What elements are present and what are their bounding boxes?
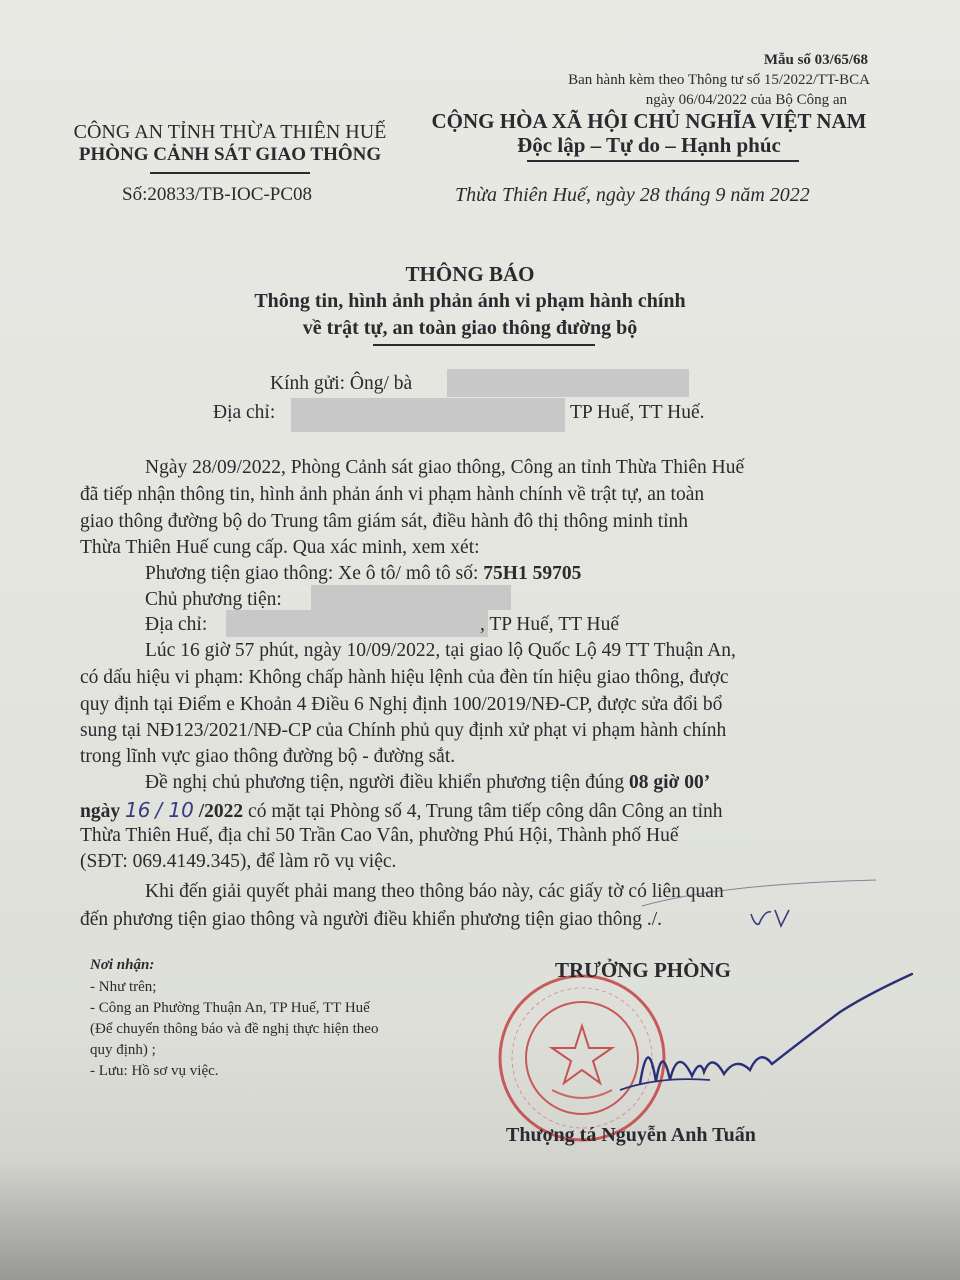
p3-line-4: (SĐT: 069.4149.345), để làm rõ vụ việc. bbox=[80, 851, 397, 872]
vehicle-line bbox=[145, 561, 581, 587]
owner-address-suffix: , TP Huế, TT Huế bbox=[480, 614, 620, 635]
p2-line-5: trong lĩnh vực giao thông đường bộ - đường sắt. bbox=[80, 746, 456, 767]
p4-line-2: đến phương tiện giao thông và người điều khiển phương tiện giao thông ./. bbox=[80, 909, 663, 930]
recipients-title: Nơi nhận: bbox=[90, 957, 155, 973]
agency-underline bbox=[150, 172, 310, 174]
p3-line-1-text: Đề nghị chủ phương tiện, người điều khiển phương tiện đúng bbox=[145, 772, 629, 793]
recipients-item-5: - Lưu: Hồ sơ vụ việc. bbox=[90, 1063, 219, 1079]
owner-label: Chủ phương tiện: bbox=[145, 589, 282, 610]
p3-year: /2022 bbox=[198, 801, 244, 822]
p2-line-4: sung tại NĐ123/2021/NĐ-CP của Chính phủ quy định xử phạt vi phạm hành chính bbox=[80, 720, 727, 741]
nation-motto: Độc lập – Tự do – Hạnh phúc bbox=[517, 133, 781, 157]
p2-line-1: Lúc 16 giờ 57 phút, ngày 10/09/2022, tại giao lộ Quốc Lộ 49 TT Thuận An, bbox=[145, 640, 736, 661]
recipients-item-4: quy định) ; bbox=[90, 1042, 156, 1058]
p3-day-handwritten: 16 bbox=[124, 798, 151, 822]
nation-name: CỘNG HÒA XÃ HỘI CHỦ NGHĨA VIỆT NAM bbox=[431, 109, 867, 133]
owner-address-label: Địa chỉ: bbox=[145, 614, 208, 635]
recipients-item-1: - Như trên; bbox=[90, 979, 157, 995]
form-issued-line2: ngày 06/04/2022 của Bộ Công an bbox=[645, 92, 847, 108]
motto-underline bbox=[527, 160, 799, 162]
p1-line-2: đã tiếp nhận thông tin, hình ảnh phản ánh vi phạm hành chính về trật tự, an toàn bbox=[80, 484, 705, 505]
vehicle-plate: 75H1 59705 bbox=[483, 563, 582, 584]
agency-parent: CÔNG AN TỈNH THỪA THIÊN HUẾ bbox=[73, 121, 387, 143]
p3-line-3: Thừa Thiên Huế, địa chỉ 50 Trần Cao Vân, phường Phú Hội, Thành phố Huế bbox=[80, 825, 679, 846]
redacted-owner-name bbox=[311, 585, 511, 610]
document-subtitle-2: về trật tự, an toàn giao thông đường bộ bbox=[302, 317, 638, 339]
p3-day-label: ngày bbox=[80, 801, 121, 822]
recipients-item-2: - Công an Phường Thuận An, TP Huế, TT Huế bbox=[90, 1000, 370, 1016]
document-subtitle-1: Thông tin, hình ảnh phản ánh vi phạm hành chính bbox=[254, 290, 686, 312]
document-number: Số:20833/TB-IOC-PC08 bbox=[122, 184, 313, 205]
p2-line-3: quy định tại Điểm e Khoản 4 Điều 6 Nghị định 100/2019/NĐ-CP, được sửa đổi bổ bbox=[80, 694, 723, 715]
address-label: Địa chỉ: bbox=[213, 402, 276, 423]
p1-line-1: Ngày 28/09/2022, Phòng Cảnh sát giao thông, Công an tỉnh Thừa Thiên Huế bbox=[145, 457, 745, 478]
p3-line-1 bbox=[145, 770, 710, 796]
p1-line-3: giao thông đường bộ do Trung tâm giám sát, điều hành đô thị thông minh tỉnh bbox=[80, 511, 689, 532]
recipients-item-3: (Để chuyển thông báo và đề nghị thực hiện theo bbox=[90, 1021, 379, 1037]
vehicle-label: Phương tiện giao thông: Xe ô tô/ mô tô số: bbox=[145, 563, 484, 584]
p4-line-1: Khi đến giải quyết phải mang theo thông báo này, các giấy tờ có liên quan bbox=[145, 881, 724, 902]
subtitle-underline bbox=[373, 344, 595, 346]
p3-line-2-rest: có mặt tại Phòng số 4, Trung tâm tiếp công dân Công an tỉnh bbox=[243, 801, 723, 822]
form-number: Mẫu số 03/65/68 bbox=[763, 52, 868, 68]
p3-time: 08 giờ 00’ bbox=[629, 772, 711, 793]
photo-shadow bbox=[0, 1160, 960, 1280]
form-issued-line1: Ban hành kèm theo Thông tư số 15/2022/TT-BCA bbox=[568, 72, 870, 88]
document-title: THÔNG BÁO bbox=[405, 262, 535, 286]
place-date: Thừa Thiên Huế, ngày 28 tháng 9 năm 2022 bbox=[455, 184, 810, 206]
pen-stroke-mark bbox=[640, 878, 880, 908]
address-suffix: TP Huế, TT Huế. bbox=[570, 402, 705, 423]
redacted-recipient-address bbox=[291, 398, 565, 432]
p3-month-value: 10 bbox=[168, 798, 194, 822]
p1-line-4: Thừa Thiên Huế cung cấp. Qua xác minh, xem xét: bbox=[80, 537, 480, 558]
greeting-label: Kính gửi: Ông/ bà bbox=[270, 373, 413, 394]
signer-name: Thượng tá Nguyễn Anh Tuấn bbox=[506, 1124, 756, 1146]
p3-month-handwritten: / 10 bbox=[155, 798, 194, 822]
signer-position: TRƯỞNG PHÒNG bbox=[555, 958, 731, 982]
p3-line-2 bbox=[80, 797, 723, 825]
handwritten-initial-mark bbox=[745, 904, 805, 932]
p2-line-2: có dấu hiệu vi phạm: Không chấp hành hiệu lệnh của đèn tín hiệu giao thông, được bbox=[80, 667, 729, 688]
redacted-recipient-name bbox=[447, 369, 689, 397]
handwritten-signature bbox=[600, 972, 920, 1112]
redacted-owner-address bbox=[226, 610, 488, 637]
agency-name: PHÒNG CẢNH SÁT GIAO THÔNG bbox=[78, 144, 382, 165]
